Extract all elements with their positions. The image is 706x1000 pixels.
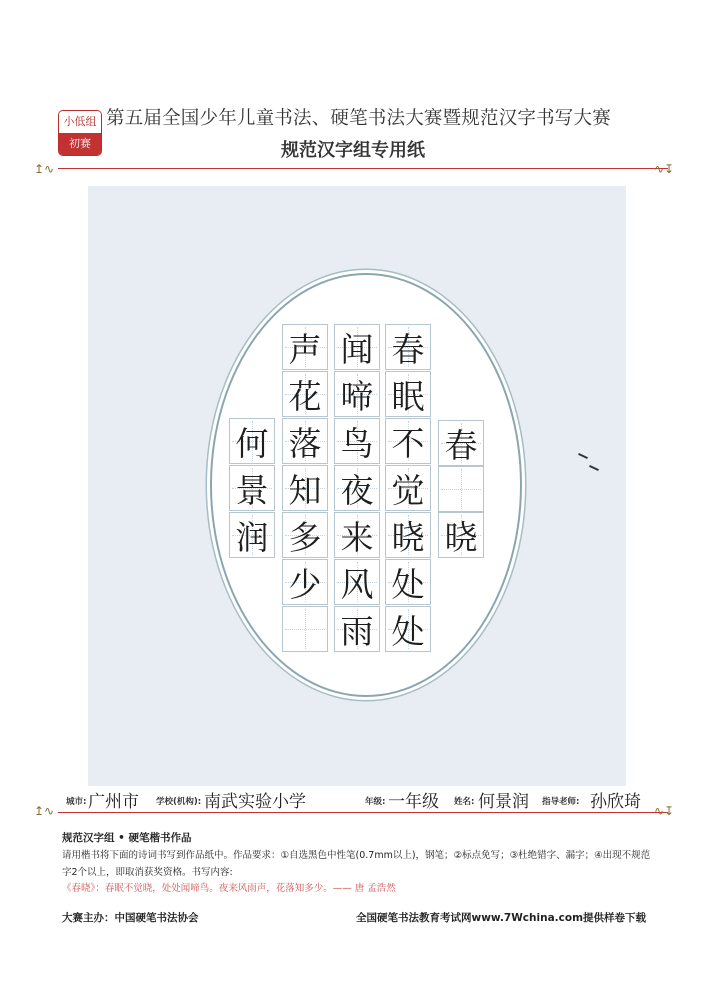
city-label: 城市: <box>66 797 87 807</box>
grade-value: 一年级 <box>388 792 439 812</box>
right-ornament-icon: ∿↧ <box>654 804 675 818</box>
grid-cell-c3-6: 少 <box>282 559 328 605</box>
grid-cell-c3-3: 落 <box>282 418 328 464</box>
grid-cell-c3-4: 知 <box>282 465 328 511</box>
name-value: 何景润 <box>478 792 529 812</box>
badge-group-label: 小低组 <box>59 111 101 133</box>
grid-cell-sig-2: 景 <box>229 465 275 511</box>
contest-title: 第五届全国少年儿童书法、硬笔书法大赛暨规范汉字书写大赛 <box>106 108 611 129</box>
grid-cell-c2-1: 闻 <box>334 324 380 370</box>
grid-cell-c1-6: 处 <box>385 559 431 605</box>
grid-cell-title-1: 春 <box>438 420 484 466</box>
left-ornament-icon: ↥∿ <box>34 162 55 176</box>
grid-cell-c2-5: 来 <box>334 512 380 558</box>
entrant-info-line <box>58 787 668 811</box>
grid-cell-c2-6: 风 <box>334 559 380 605</box>
paper-subtitle: 规范汉字组专用纸 <box>281 140 425 161</box>
grid-cell-c1-4: 觉 <box>385 465 431 511</box>
city-value: 广州市 <box>88 792 139 812</box>
grid-cell-c2-3: 鸟 <box>334 418 380 464</box>
requirements-text: 请用楷书将下面的诗词书写到作品纸中。作品要求：①自选黑色中性笔(0.7mm以上)，钢笔；②标点免写；③杜绝错字、漏字；④出现不规范字2个以上，即取消获奖资格。书写内容: <box>62 850 651 878</box>
teacher-value: 孙欣琦 <box>590 792 641 812</box>
poem-text: 《春晓》：春眠不觉晓，处处闻啼鸟。夜来风雨声，花落知多少。—— 唐 孟浩然 <box>62 883 396 894</box>
grid-cell-title-2 <box>438 466 484 512</box>
grid-cell-c3-1: 声 <box>282 324 328 370</box>
organizer-text: 大赛主办：中国硬笔书法协会 <box>62 912 199 924</box>
grid-cell-c2-4: 夜 <box>334 465 380 511</box>
grid-cell-c2-2: 啼 <box>334 371 380 417</box>
grid-cell-title-3: 晓 <box>438 512 484 558</box>
info-divider <box>58 812 668 813</box>
grid-cell-c1-2: 眠 <box>385 371 431 417</box>
grid-cell-c3-5: 多 <box>282 512 328 558</box>
grid-cell-c3-2: 花 <box>282 371 328 417</box>
left-ornament-icon: ↥∿ <box>34 804 55 818</box>
teacher-label: 指导老师: <box>542 797 580 807</box>
badge-round-label: 初赛 <box>59 133 101 155</box>
name-label: 姓名: <box>454 797 475 807</box>
header-divider <box>58 168 668 169</box>
grid-cell-c1-5: 晓 <box>385 512 431 558</box>
grid-cell-c1-1: 春 <box>385 324 431 370</box>
grade-label: 年级: <box>365 797 386 807</box>
right-ornament-icon: ∿↧ <box>654 162 675 176</box>
school-value: 南武实验小学 <box>204 792 306 812</box>
download-text: 全国硬笔书法教育考试网www.7Wchina.com提供样卷下载 <box>356 912 647 924</box>
grid-cell-sig-1: 何 <box>229 418 275 464</box>
grid-cell-c1-7: 处 <box>385 606 431 652</box>
grid-cell-c3-7 <box>282 606 328 652</box>
grid-cell-sig-3: 润 <box>229 512 275 558</box>
grid-cell-c2-7: 雨 <box>334 606 380 652</box>
school-label: 学校(机构): <box>156 797 202 807</box>
section-title: 规范汉字组 • 硬笔楷书作品 <box>62 832 192 844</box>
grid-cell-c1-3: 不 <box>385 418 431 464</box>
